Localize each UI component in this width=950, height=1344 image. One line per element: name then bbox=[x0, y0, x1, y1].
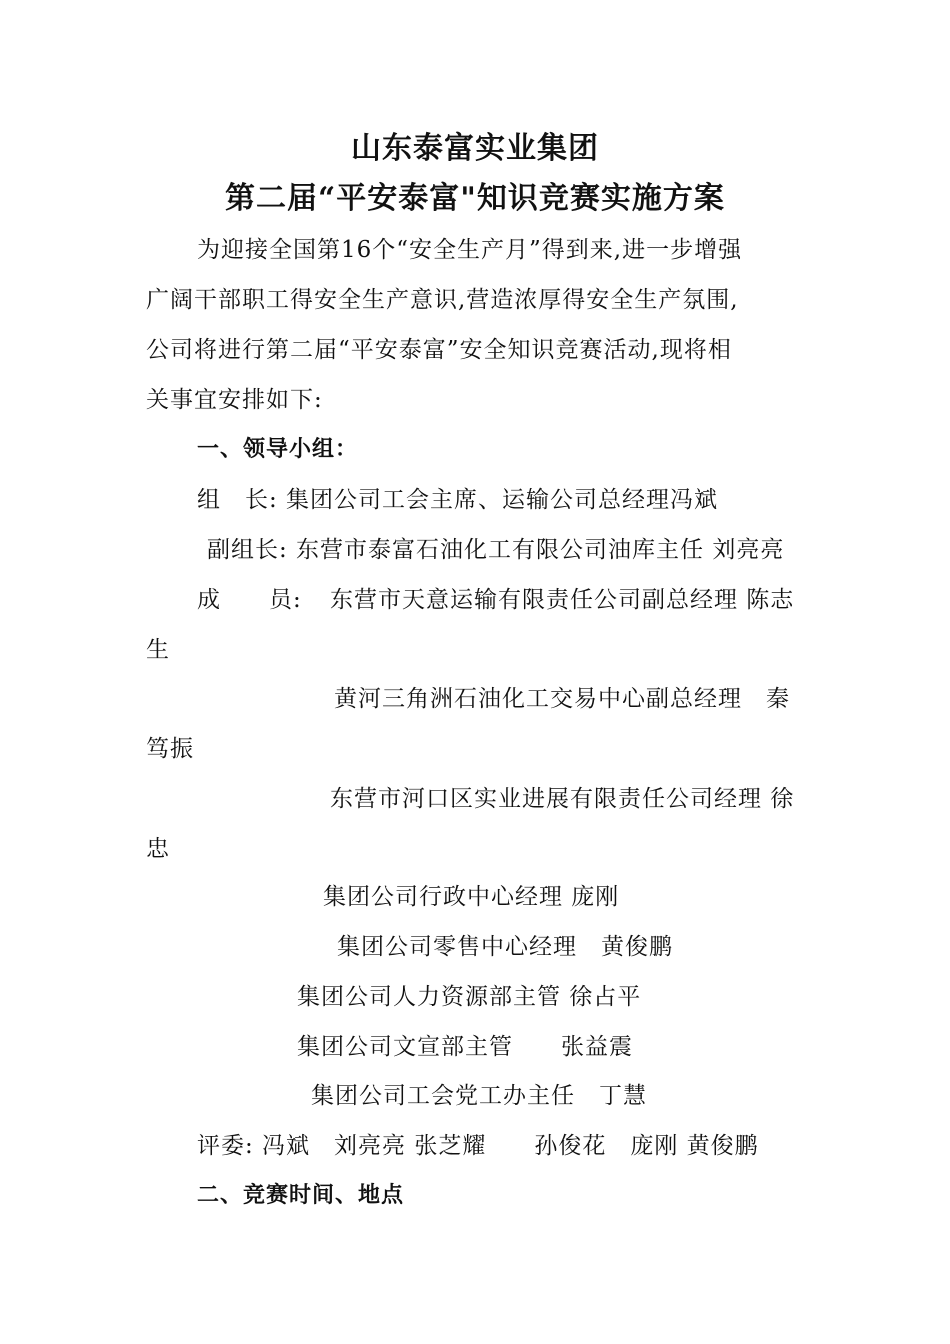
member-7-line: 集团公司文宣部主管 张益震 bbox=[297, 1034, 633, 1060]
intro-line-2: 广阔干部职工得安全生产意识,营造浓厚得安全生产氛围, bbox=[146, 287, 739, 313]
members-label: 成 员: bbox=[197, 587, 302, 613]
member-3-line-2: 忠 bbox=[146, 836, 170, 862]
intro-line-1: 为迎接全国第16个“安全生产月”得到来,进一步增强 bbox=[197, 237, 743, 263]
member-5-line: 集团公司零售中心经理 黄俊鹏 bbox=[337, 934, 673, 960]
intro-line-3: 公司将进行第二届“平安泰富”安全知识竞赛活动,现将相 bbox=[146, 337, 732, 363]
section-heading-time-location: 二、竞赛时间、地点 bbox=[197, 1183, 405, 1208]
member-1-line-1: 东营市天意运输有限责任公司副总经理 陈志 bbox=[330, 587, 795, 613]
member-2-line-2: 笃振 bbox=[146, 736, 194, 762]
member-8-line: 集团公司工会党工办主任 丁慧 bbox=[311, 1083, 647, 1109]
member-1-line-2: 生 bbox=[146, 637, 170, 663]
member-4-line: 集团公司行政中心经理 庞刚 bbox=[323, 884, 620, 910]
document-title-plan: 第二届“平安泰富"知识竞赛实施方案 bbox=[225, 181, 725, 216]
judges-line: 评委: 冯斌 刘亮亮 张芝耀 孙俊花 庞刚 黄俊鹏 bbox=[197, 1133, 759, 1159]
intro-line-4: 关事宜安排如下: bbox=[146, 387, 323, 413]
document-title-company: 山东泰富实业集团 bbox=[351, 131, 599, 166]
member-3-line-1: 东营市河口区实业进展有限责任公司经理 徐 bbox=[330, 786, 795, 812]
member-2-line-1: 黄河三角洲石油化工交易中心副总经理 秦 bbox=[334, 686, 790, 712]
leader-line: 组 长: 集团公司工会主席、运输公司总经理冯斌 bbox=[197, 487, 719, 513]
member-6-line: 集团公司人力资源部主管 徐占平 bbox=[297, 984, 642, 1010]
section-heading-leadership: 一、领导小组： bbox=[197, 437, 359, 462]
deputy-leader-line: 副组长: 东营市泰富石油化工有限公司油库主任 刘亮亮 bbox=[207, 537, 785, 563]
